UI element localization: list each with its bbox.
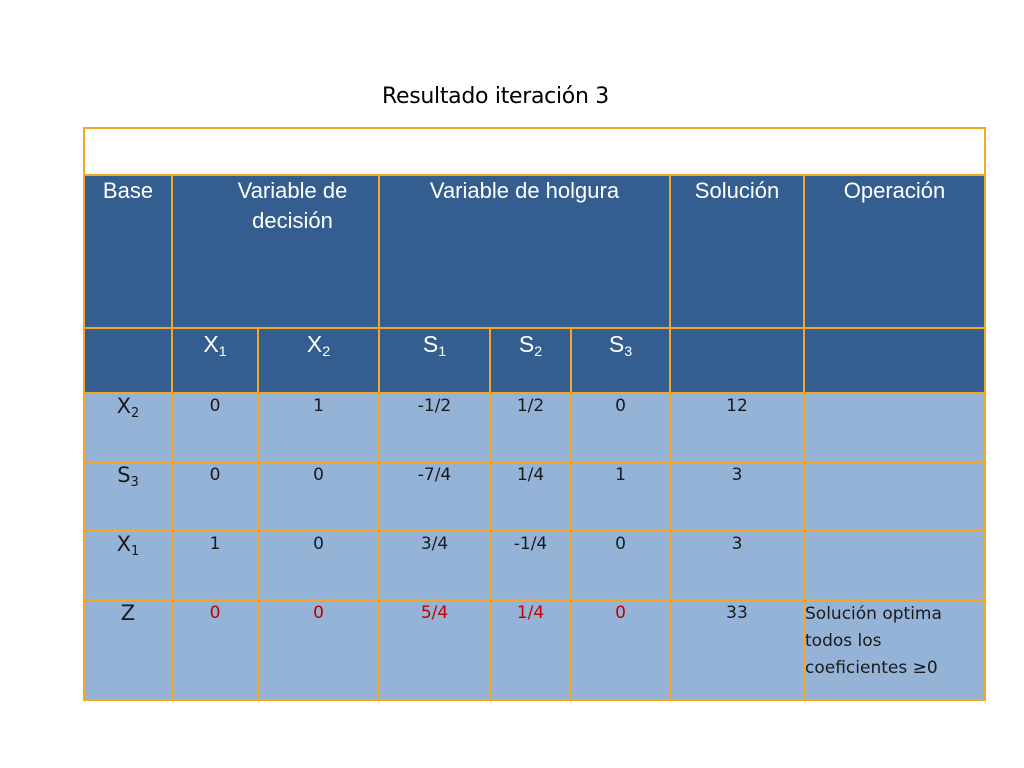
cell-x1: 0: [172, 462, 258, 531]
row-base-cell: $S_3$: [84, 462, 172, 531]
simplex-table: [83, 127, 986, 701]
cell-solucion: 3: [670, 531, 804, 600]
cell-s2: 1/4: [490, 462, 571, 531]
slide-title: Resultado iteración 3: [382, 84, 609, 109]
blank-header-row: [84, 128, 985, 175]
cell-s3: 0: [571, 393, 670, 462]
row-base-cell: $X_1$: [84, 531, 172, 600]
subheader-empty-operacion: [804, 328, 985, 394]
cell-s1: -7/4: [379, 462, 490, 531]
cell-solucion: 12: [670, 393, 804, 462]
cell-solucion: 3: [670, 462, 804, 531]
subheader-x1: $X_1$: [172, 328, 258, 394]
cell-s2: 1/2: [490, 393, 571, 462]
cell-x2: 1: [258, 393, 379, 462]
subheader-x2: $X_2$: [258, 328, 379, 394]
subheader-s2: $S_2$: [490, 328, 571, 394]
cell-s2: 1/4: [490, 600, 571, 700]
variable-subheader-row: [84, 328, 985, 394]
header-operacion: Operación: [804, 175, 985, 328]
cell-s3: 1: [571, 462, 670, 531]
cell-x1: 0: [172, 600, 258, 700]
cell-s1: 3/4: [379, 531, 490, 600]
table-row-x1: [84, 531, 985, 600]
cell-operacion: [804, 531, 985, 600]
subheader-s1: $S_1$: [379, 328, 490, 394]
cell-operacion: [804, 393, 985, 462]
cell-s2: -1/4: [490, 531, 571, 600]
cell-s3: 0: [571, 531, 670, 600]
cell-solucion: 33: [670, 600, 804, 700]
cell-operacion: [804, 462, 985, 531]
table-row-s3: [84, 462, 985, 531]
header-row: [84, 175, 985, 328]
subheader-s3: $S_3$: [571, 328, 670, 394]
cell-x1: 0: [172, 393, 258, 462]
table-row-x2: [84, 393, 985, 462]
header-solucion: Solución: [670, 175, 804, 328]
cell-s1: 5/4: [379, 600, 490, 700]
cell-x1: 1: [172, 531, 258, 600]
header-variable-decision: Variable de decisión: [172, 175, 379, 328]
cell-x2: 0: [258, 462, 379, 531]
cell-x2: 0: [258, 600, 379, 700]
subheader-empty-solucion: [670, 328, 804, 394]
optimal-solution-note: Solución optima todos los coeficientes ≥0: [804, 600, 985, 700]
blank-header-cell: [84, 128, 985, 175]
cell-s1: -1/2: [379, 393, 490, 462]
subheader-empty-base: [84, 328, 172, 394]
header-variable-holgura: Variable de holgura: [379, 175, 670, 328]
table-row-z: [84, 600, 985, 700]
header-base: Base: [84, 175, 172, 328]
row-base-cell: Z: [84, 600, 172, 700]
cell-s3: 0: [571, 600, 670, 700]
row-base-cell: $X_2$: [84, 393, 172, 462]
cell-x2: 0: [258, 531, 379, 600]
